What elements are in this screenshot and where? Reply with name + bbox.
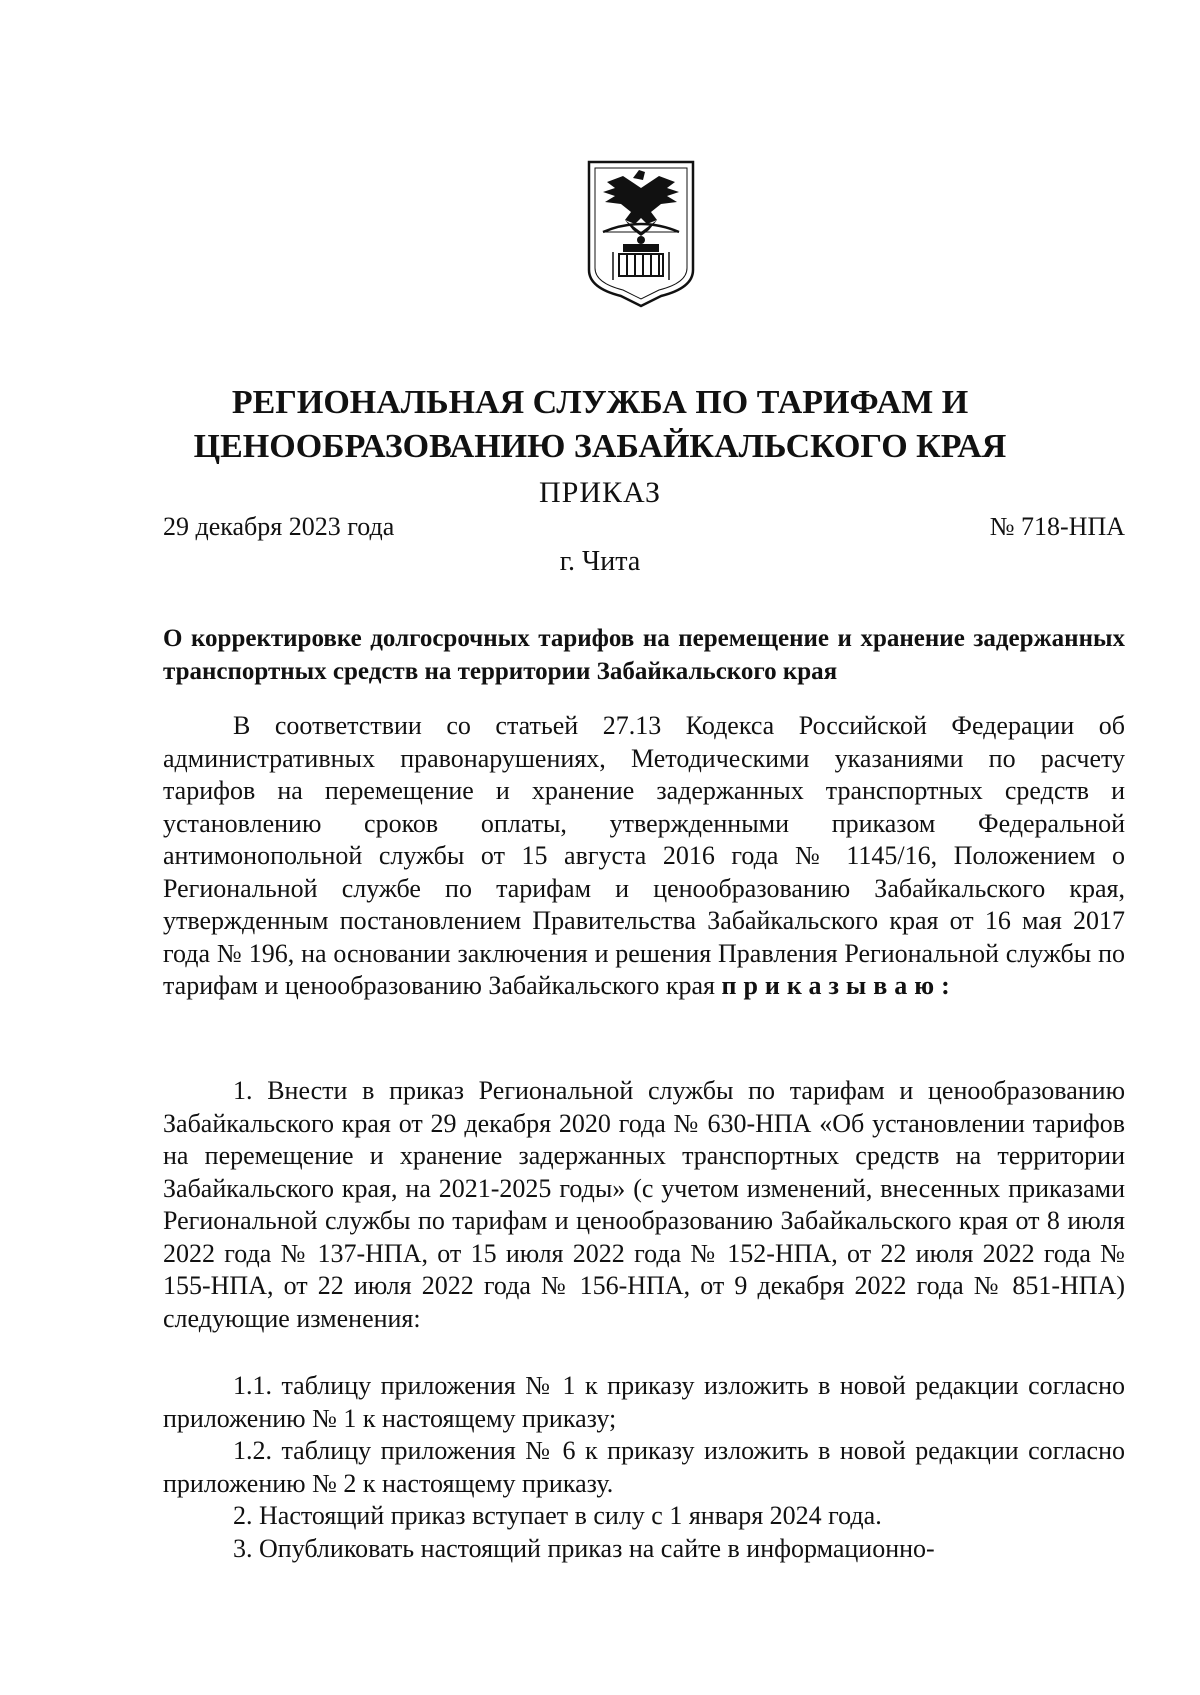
coat-of-arms-icon [585, 158, 697, 310]
document-number: № 718-НПА [989, 512, 1125, 541]
organization-name [0, 381, 1200, 469]
item-1-paragraph: 1. Внести в приказ Региональной службы по тарифам и ценообразованию Забайкальского края от 29 декабря 2020 года № 630-НПА «Об установлении тарифов на перемещение и хранение задержанных транспортных средств на территории Забайкальского края, на 2021-2025 годы» (с учетом изменений, внесенных приказами Региональной службы по тарифам и ценообразованию Забайкальского края от 8 июля 2022 года № 137-НПА, от 15 июля 2022 года № 152-НПА, от 22 июля 2022 года № 155-НПА, от 22 июля 2022 года № 156-НПА, от 9 декабря 2022 года № 851-НПА) следующие изменения: [163, 1076, 1125, 1333]
item-3-paragraph: 3. Опубликовать настоящий приказ на сайте в информационно- [233, 1534, 935, 1563]
preamble-text: В соответствии со статьей 27.13 Кодекса Российской Федерации об административных правонарушениях, Методическими указаниями по расчету тарифов на перемещение и хранение задержанных транспортных средств и установлению сроков оплаты, утвержденными приказом Федеральной антимонопольной службы от 15 августа 2016 года № 1145/16, Положением о Региональной службе по тарифам и ценообразованию Забайкальского края, утвержденным постановлением Правительства Забайкальского края от 16 мая 2017 года № 196, на основании заключения и решения Правления Региональной службы по тарифам и ценообразованию Забайкальского края [163, 711, 1125, 1000]
document-type: ПРИКАЗ [539, 476, 661, 509]
organization-name-line-1: РЕГИОНАЛЬНАЯ СЛУЖБА ПО ТАРИФАМ И [231, 384, 969, 421]
item-1-1-paragraph: 1.1. таблицу приложения № 1 к приказу изложить в новой редакции согласно приложению № 1 к настоящему приказу; [163, 1371, 1125, 1433]
item-2-paragraph: 2. Настоящий приказ вступает в силу с 1 января 2024 года. [233, 1501, 882, 1530]
document-subject: О корректировке долгосрочных тарифов на перемещение и хранение задержанных транспортных средств на территории Забайкальского края [163, 625, 1125, 685]
document-city: г. Чита [559, 546, 641, 577]
item-1-2-paragraph: 1.2. таблицу приложения № 6 к приказу изложить в новой редакции согласно приложению № 2 к настоящему приказу. [163, 1436, 1125, 1498]
order-word: приказываю: [721, 971, 957, 1000]
preamble-paragraph [163, 710, 1125, 1003]
organization-name-line-2: ЦЕНООБРАЗОВАНИЮ ЗАБАЙКАЛЬСКОГО КРАЯ [193, 428, 1007, 465]
document-date: 29 декабря 2023 года [163, 512, 395, 541]
